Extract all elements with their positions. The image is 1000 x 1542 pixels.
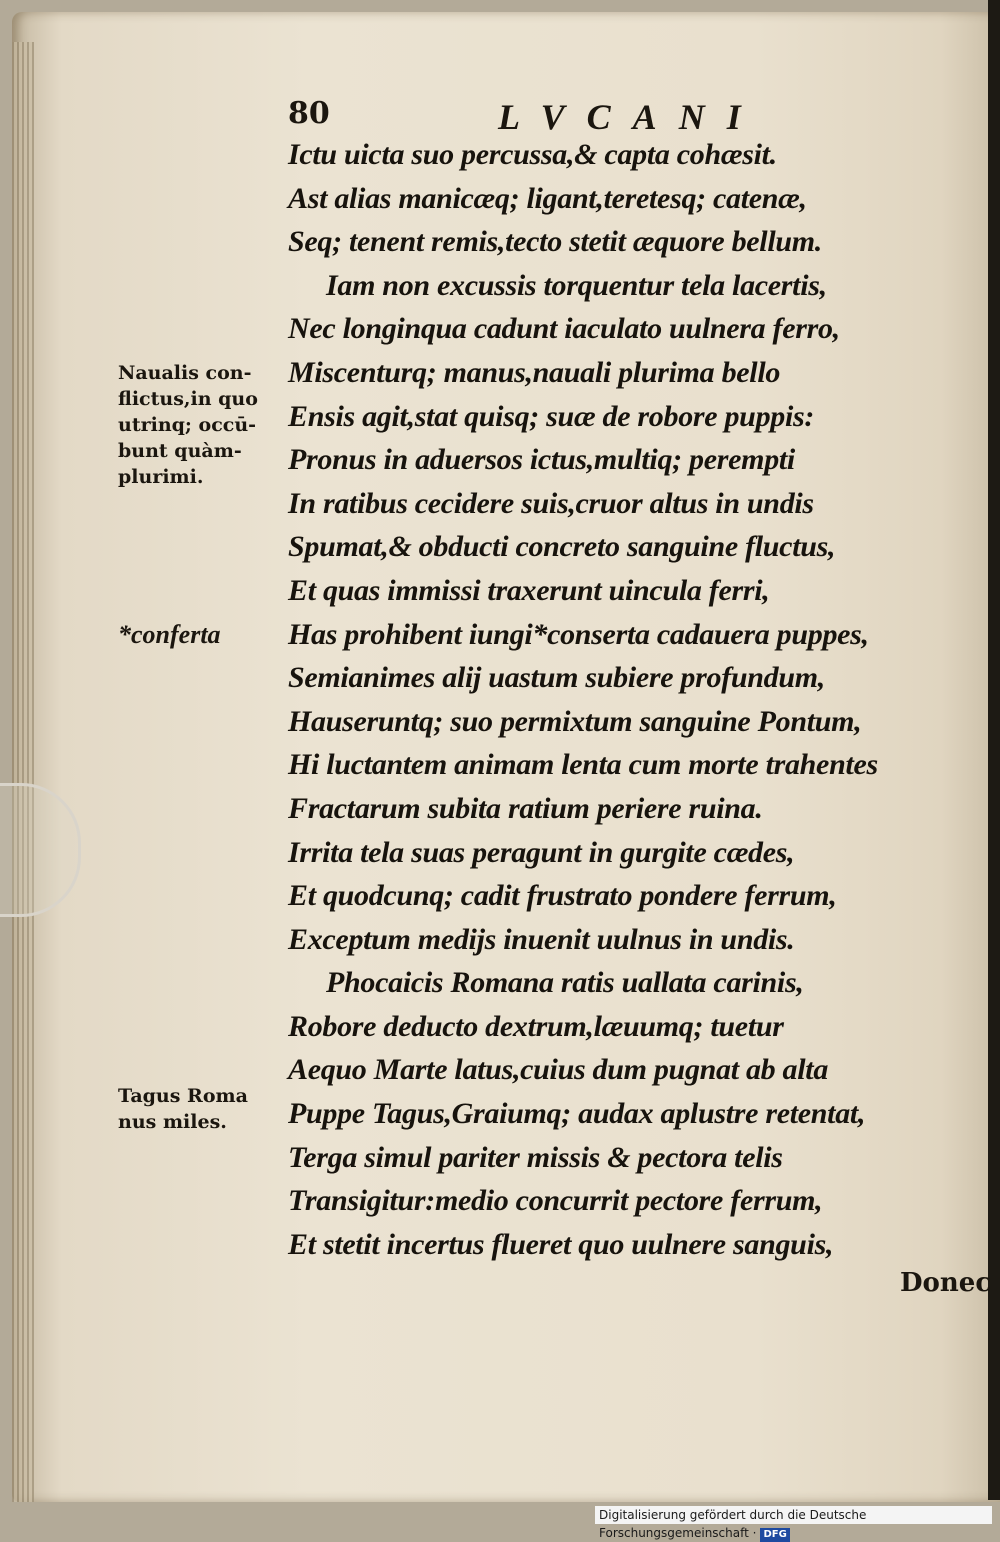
verse-line: Semianimes alij uastum subiere profundum, — [288, 661, 825, 695]
verse-line: Iam non excussis torquentur tela lacertis, — [326, 268, 827, 302]
margin-note-line: Tagus Roma — [118, 1085, 248, 1107]
verse-line: Pronus in aduersos ictus,multiq; perempti — [288, 443, 795, 477]
margin-note-line: flictus,in quo — [118, 388, 258, 410]
verse-line: In ratibus cecidere suis,cruor altus in undis — [288, 486, 814, 520]
verse-line: Et stetit incertus flueret quo uulnere sanguis, — [288, 1227, 834, 1261]
verse-line: Et quodcunq; cadit frustrato pondere ferrum, — [288, 879, 837, 913]
catchword: Donec — [900, 1268, 992, 1298]
verse-line: Has prohibent iungi*conserta cadauera puppes, — [288, 617, 869, 651]
margin-note-line: Naualis con- — [118, 362, 252, 384]
margin-note-line: bunt quàm- — [118, 440, 242, 462]
verse-line: Exceptum medijs inuenit uulnus in undis. — [288, 922, 795, 956]
verse-line: Hauseruntq; suo permixtum sanguine Pontum, — [288, 704, 862, 738]
page-header — [288, 96, 788, 136]
folio-number: 80 — [288, 96, 330, 131]
margin-note-conferta: *conferta — [118, 620, 221, 649]
dfg-logo: DFG — [760, 1528, 789, 1542]
verse-line: Nec longinqua cadunt iaculato uulnera ferro, — [288, 312, 840, 346]
verse-line: Aequo Marte latus,cuius dum pugnat ab alta — [288, 1053, 829, 1087]
running-head: LVCANI — [498, 97, 763, 137]
margin-note-line: plurimi. — [118, 466, 204, 488]
verse-line: Ast alias manicæq; ligant,teretesq; catenæ, — [288, 181, 807, 215]
verse-line: Puppe Tagus,Graiumq; audax aplustre retentat, — [288, 1097, 866, 1131]
verse-text — [288, 138, 948, 1271]
footer-credit-text: Digitalisierung gefördert durch die Deutsche Forschungsgemeinschaft · — [599, 1508, 867, 1540]
footer-credit — [595, 1506, 992, 1540]
verse-line: Seq; tenent remis,tecto stetit æquore bellum. — [288, 225, 822, 259]
verse-line: Ensis agit,stat quisq; suæ de robore puppis: — [288, 399, 815, 433]
page-stack-edge — [12, 42, 34, 1502]
verse-line: Et quas immissi traxerunt uincula ferri, — [288, 573, 770, 607]
verse-line: Miscenturq; manus,nauali plurima bello — [288, 355, 781, 389]
verse-line: Transigitur:medio concurrit pectore ferrum, — [288, 1184, 823, 1218]
margin-note-tagus — [118, 1083, 288, 1135]
verse-line: Irrita tela suas peragunt in gurgite cædes, — [288, 835, 795, 869]
margin-note-line: nus miles. — [118, 1111, 227, 1133]
verse-line: Hi luctantem animam lenta cum morte trahentes — [288, 748, 878, 782]
verse-line: Terga simul pariter missis & pectora telis — [288, 1140, 783, 1174]
verse-line: Robore deducto dextrum,læuumq; tuetur — [288, 1009, 784, 1043]
margin-note-line: utrinq; occū- — [118, 414, 257, 436]
verse-line: Spumat,& obducti concreto sanguine fluctus, — [288, 530, 836, 564]
verse-line: Phocaicis Romana ratis uallata carinis, — [326, 966, 804, 1000]
verse-line: Ictu uicta suo percussa,& capta cohæsit. — [288, 138, 777, 171]
margin-note-naval-battle — [118, 360, 288, 490]
verse-line: Fractarum subita ratium periere ruina. — [288, 791, 763, 825]
